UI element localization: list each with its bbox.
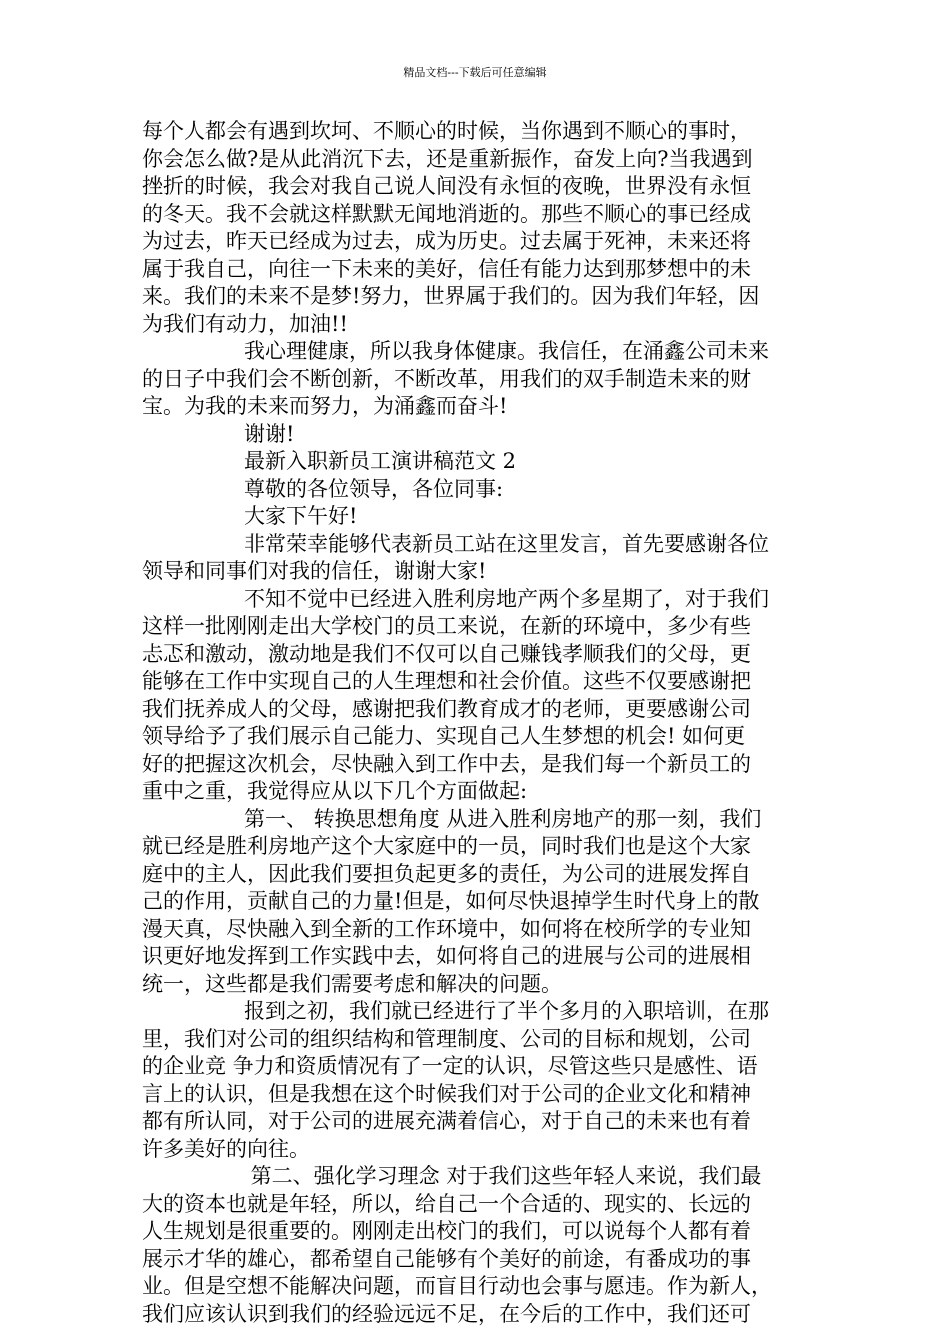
text-line: 领导和同事们对我的信任，谢谢大家! <box>142 559 487 583</box>
text-line: 我心理健康，所以我身体健康。我信任，在涌鑫公司未来 <box>244 339 769 363</box>
text-line: 许多美好的向往。 <box>142 1136 310 1161</box>
text-line: 忐忑和激动，激动地是我们不仅可以自己赚钱孝顺我们的父母，更 <box>142 641 751 666</box>
text-line: 都有所认同，对于公司的进展充满着信心，对于自己的未来也有着 <box>142 1109 751 1133</box>
text-line: 属于我自己，向往一下未来的美好，信任有能力达到那梦想中的未 <box>142 256 751 281</box>
text-line: 重中之重，我觉得应从以下几个方面做起: <box>142 779 528 803</box>
text-line: 领导给予了我们展示自己能力、实现自己人生梦想的机会! 如何更 <box>142 724 746 748</box>
text-line: 统一，这些都是我们需要考虑和解决的问题。 <box>142 971 562 996</box>
text-line: 你会怎么做?是从此消沉下去，还是重新振作，奋发上向?当我遇到 <box>142 146 753 171</box>
text-line: 谢谢! <box>244 421 295 446</box>
text-line: 我们抚养成人的父母，感谢把我们教育成才的老师，更要感谢公司 <box>142 696 751 721</box>
text-line: 这样一批刚刚走出大学校门的员工来说，在新的环境中，多少有些 <box>142 614 751 638</box>
text-line: 漫天真，尽快融入到全新的工作环境中，如何将在校所学的专业知 <box>142 916 751 941</box>
text-line: 尊敬的各位领导，各位同事: <box>244 476 504 501</box>
text-line: 大家下午好! <box>244 504 358 528</box>
text-line: 言上的认识，但是我想在这个时候我们对于公司的企业文化和精神 <box>142 1081 751 1106</box>
text-line: 的企业竞 争力和资质情况有了一定的认识，尽管这些只是感性、语 <box>142 1054 758 1078</box>
text-line: 好的把握这次机会，尽快融入到工作中去，是我们每一个新员工的 <box>142 751 751 776</box>
text-line: 的日子中我们会不断创新，不断改革，用我们的双手制造未来的财 <box>142 366 751 391</box>
text-line: 展示才华的雄心，都希望自己能够有个美好的前途，有番成功的事 <box>142 1246 751 1271</box>
text-line: 挫折的时候，我会对我自己说人间没有永恒的夜晚，世界没有永恒 <box>142 174 751 198</box>
text-line: 庭中的主人，因此我们要担负起更多的责任，为公司的进展发挥自 <box>142 861 751 886</box>
document-body <box>142 118 832 1328</box>
text-line: 第一、 转换思想角度 从进入胜利房地产的那一刻，我们 <box>244 806 762 831</box>
text-line: 非常荣幸能够代表新员工站在这里发言，首先要感谢各位 <box>244 531 769 556</box>
text-line: 每个人都会有遇到坎坷、不顺心的时候，当你遇到不顺心的事时， <box>142 119 751 143</box>
text-line: 为过去，昨天已经成为过去，成为历史。过去属于死神，未来还将 <box>142 229 751 253</box>
text-line: 大的资本也就是年轻，所以，给自己一个合适的、现实的、长远的 <box>142 1191 751 1216</box>
text-line: 不知不觉中已经进入胜利房地产两个多星期了，对于我们 <box>244 586 769 611</box>
text-line: 业。但是空想不能解决问题，而盲目行动也会事与愿违。作为新人， <box>142 1274 772 1298</box>
text-line: 的冬天。我不会就这样默默无闻地消逝的。那些不顺心的事已经成 <box>142 201 751 226</box>
text-line: 第二、强化学习理念 对于我们这些年轻人来说，我们最 <box>244 1164 762 1188</box>
text-line: 最新入职新员工演讲稿范文 2 <box>244 449 517 473</box>
text-line: 报到之初，我们就已经进行了半个多月的入职培训，在那 <box>244 999 769 1023</box>
page-header: 精品文档---下载后可任意编辑 <box>403 66 547 79</box>
text-line: 己的作用，贡献自己的力量!但是，如何尽快退掉学生时代身上的散 <box>142 889 760 913</box>
text-line: 为我们有动力，加油!! <box>142 311 348 336</box>
text-line: 里，我们对公司的组织结构和管理制度、公司的目标和规划，公司 <box>142 1026 751 1051</box>
text-line: 能够在工作中实现自己的人生理想和社会价值。这些不仅要感谢把 <box>142 669 751 693</box>
text-line: 我们应该认识到我们的经验远远不足，在今后的工作中，我们还可 <box>142 1301 751 1326</box>
text-line: 来。我们的未来不是梦!努力，世界属于我们的。因为我们年轻，因 <box>142 284 760 308</box>
text-line: 识更好地发挥到工作实践中去，如何将自己的进展与公司的进展相 <box>142 944 751 968</box>
text-line: 就已经是胜利房地产这个大家庭中的一员，同时我们也是这个大家 <box>142 834 751 858</box>
text-line: 人生规划是很重要的。刚刚走出校门的我们，可以说每个人都有着 <box>142 1219 751 1243</box>
text-line: 宝。为我的未来而努力，为涌鑫而奋斗! <box>142 394 508 418</box>
